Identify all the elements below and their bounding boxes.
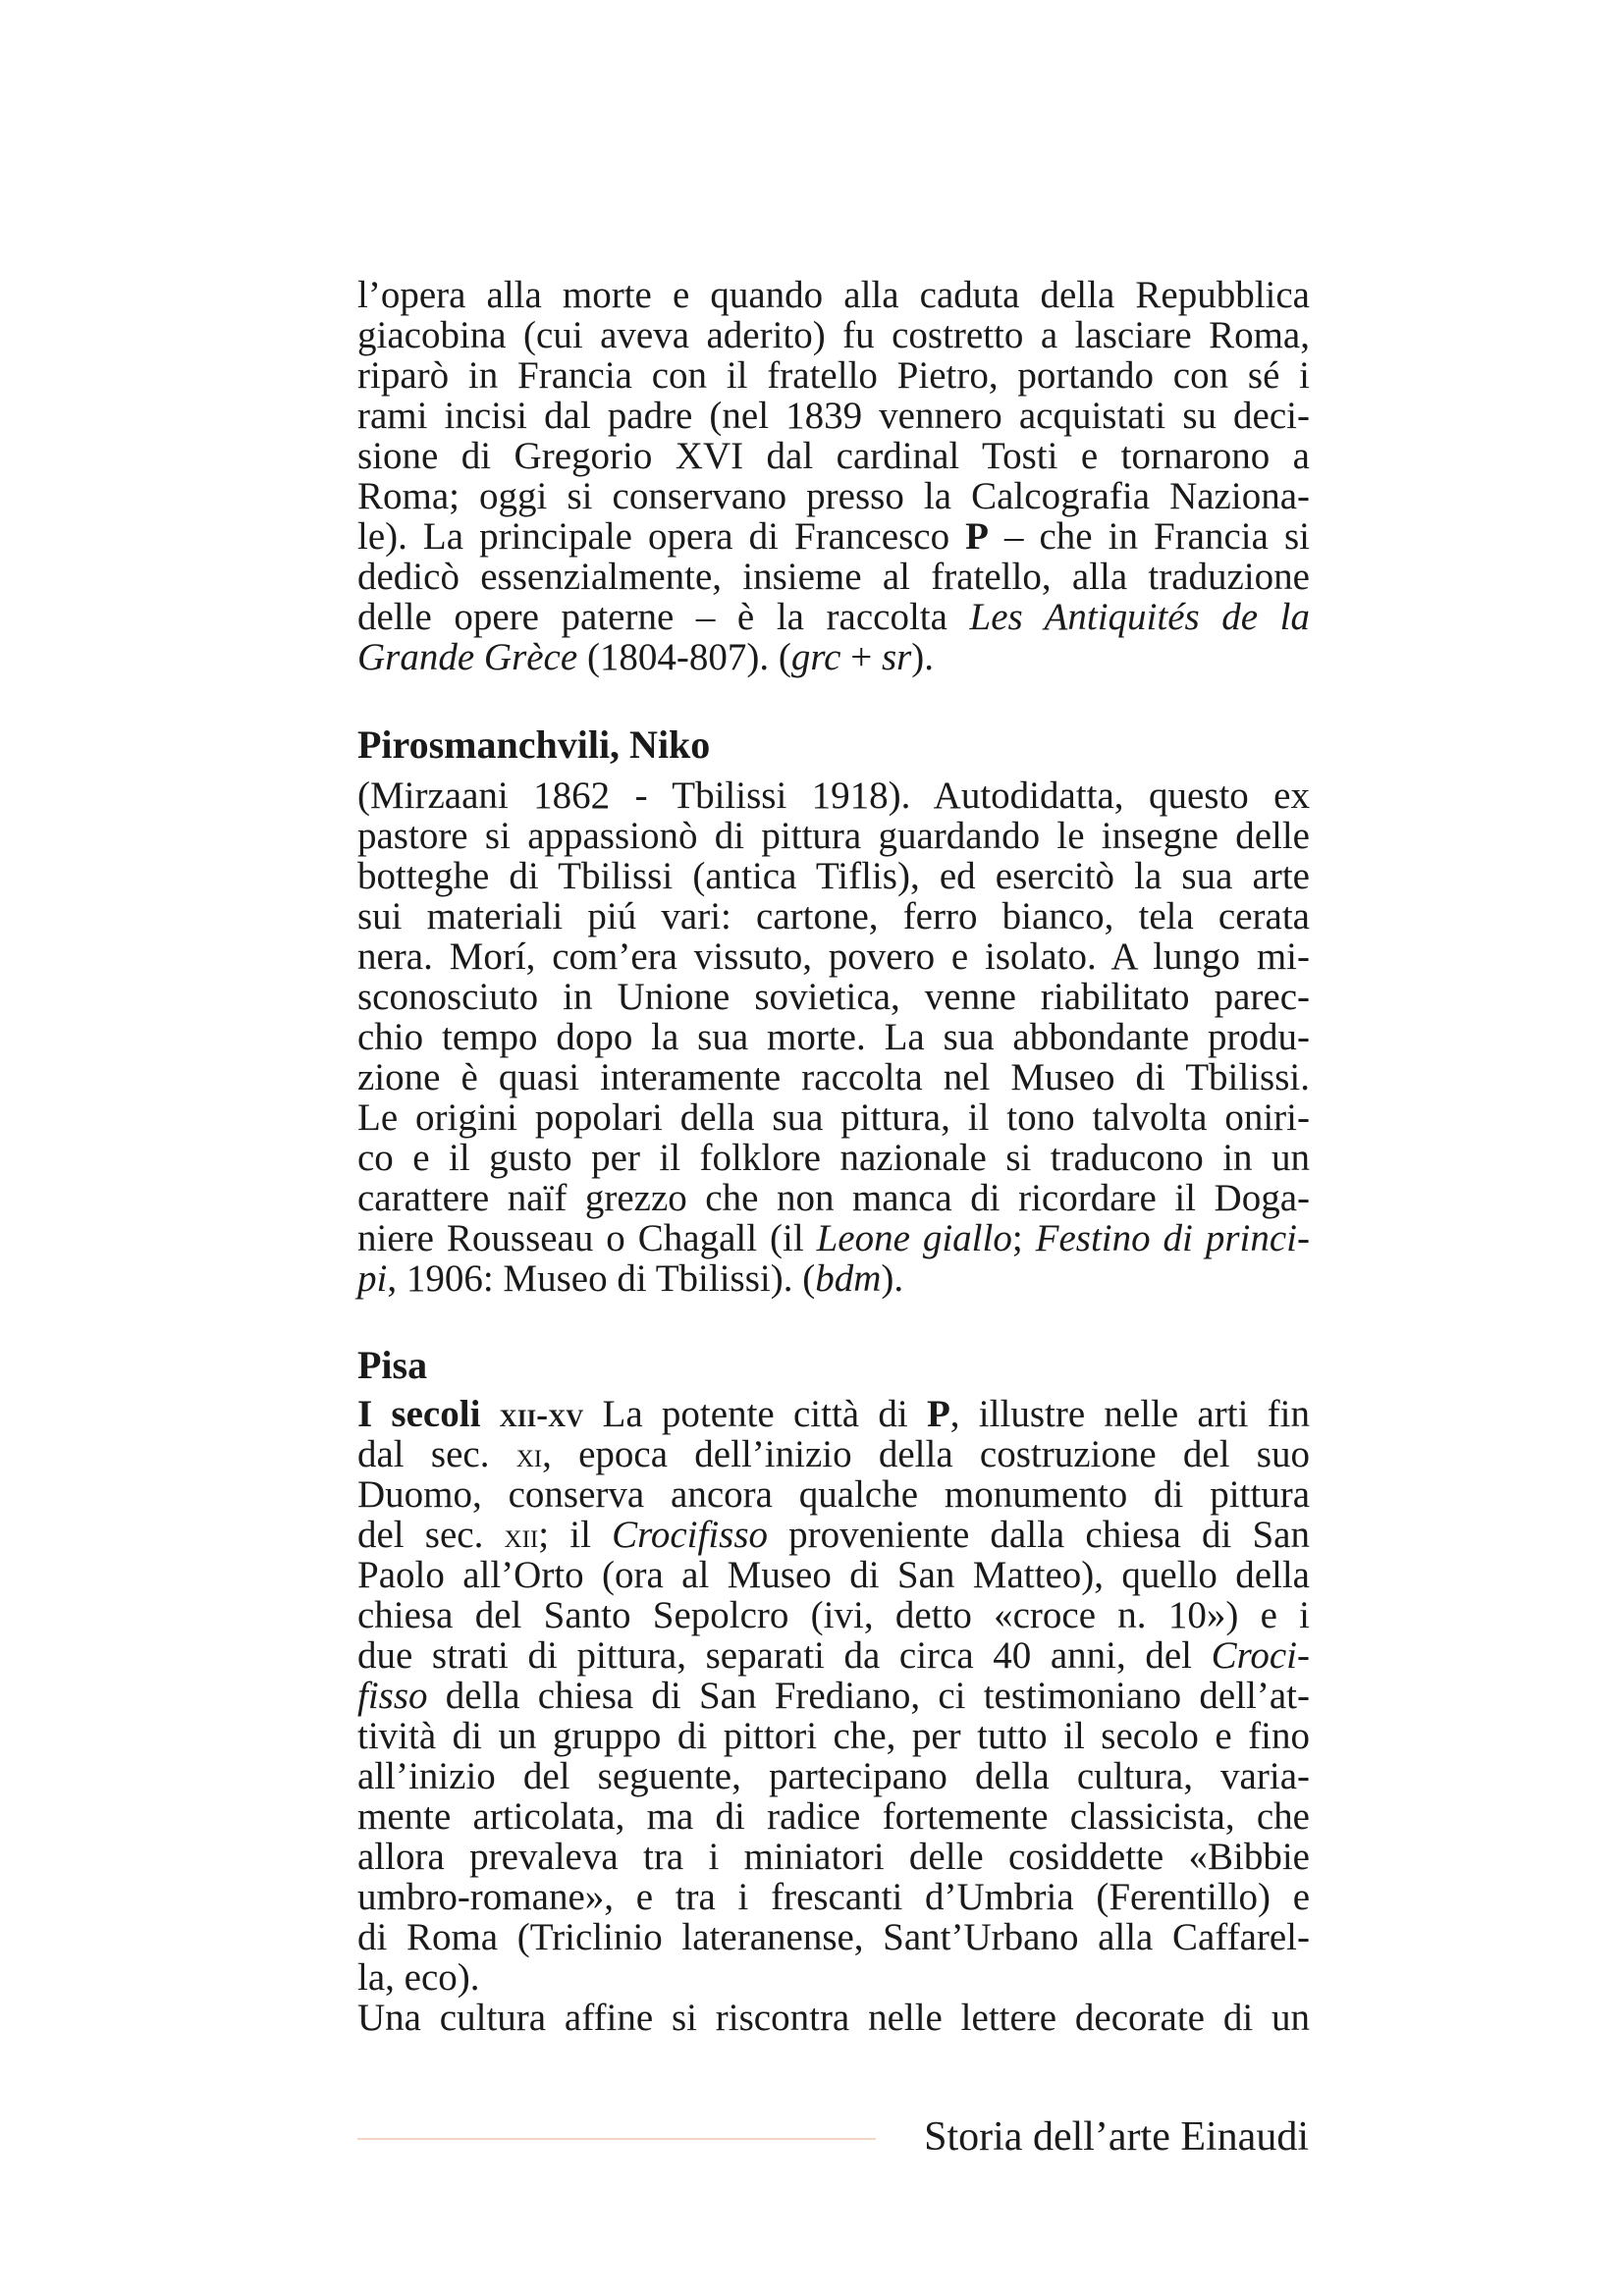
text-line: delle opere paterne – è la raccolta Les Antiquités de la [357, 596, 1310, 638]
text-line: riparò in Francia con il fratello Pietro, portando con sé i [357, 354, 1310, 397]
text-line: Paolo all’Orto (ora al Museo di San Matteo), quello della [357, 1554, 1310, 1596]
text-line: del sec. xii; il Crocifisso proveniente dalla chiesa di San [357, 1514, 1310, 1556]
text-line: allora prevaleva tra i miniatori delle cosiddette «Bibbie [357, 1836, 1310, 1878]
footer-rule [357, 2138, 876, 2140]
text-line: niere Rousseau o Chagall (il Leone giallo; Festino di princi- [357, 1217, 1310, 1259]
text-line: chio tempo dopo la sua morte. La sua abbondante produ- [357, 1016, 1310, 1058]
text-line: giacobina (cui aveva aderito) fu costretto a lasciare Roma, [357, 314, 1310, 356]
text-line: all’inizio del seguente, partecipano della cultura, varia- [357, 1755, 1310, 1797]
text-line: di Roma (Triclinio lateranense, Sant’Urbano alla Caffarel- [357, 1916, 1310, 1958]
text-line: carattere naïf grezzo che non manca di ricordare il Doga- [357, 1177, 1310, 1219]
text-line: nera. Morí, com’era vissuto, povero e isolato. A lungo mi- [357, 935, 1310, 978]
text-line: Grande Grèce (1804-807). (grc + sr). [357, 636, 935, 678]
text-line: zione è quasi interamente raccolta nel Museo di Tbilissi. [357, 1056, 1310, 1098]
text-line: sione di Gregorio XVI dal cardinal Tosti e tornarono a [357, 435, 1310, 477]
text-line: la, eco). [357, 1956, 480, 1999]
text-line: dal sec. xi, epoca dell’inizio della costruzione del suo [357, 1433, 1310, 1475]
text-line: sconosciuto in Unione sovietica, venne riabilitato parec- [357, 976, 1310, 1018]
text-line: due strati di pittura, separati da circa 40 anni, del Croci- [357, 1634, 1310, 1677]
text-line: Roma; oggi si conservano presso la Calcografia Naziona- [357, 475, 1310, 517]
text-line: chiesa del Santo Sepolcro (ivi, detto «croce n. 10») e i [357, 1594, 1310, 1636]
text-line: (Mirzaani 1862 - Tbilissi 1918). Autodidatta, questo ex [357, 774, 1310, 817]
text-line: pastore si appassionò di pittura guardando le insegne delle [357, 815, 1310, 857]
text-line: sui materiali piú vari: cartone, ferro bianco, tela cerata [357, 895, 1310, 937]
text-line: I secoli xii-xv La potente città di P, illustre nelle arti fin [357, 1393, 1310, 1435]
text-line: pi, 1906: Museo di Tbilissi). (bdm). [357, 1257, 904, 1300]
text-line: umbro-romane», e tra i frescanti d’Umbria (Ferentillo) e [357, 1876, 1310, 1918]
text-line: co e il gusto per il folklore nazionale si traducono in un [357, 1137, 1310, 1179]
text-line: rami incisi dal padre (nel 1839 vennero acquistati su deci- [357, 395, 1310, 437]
text-line: Le origini popolari della sua pittura, il tono talvolta oniri- [357, 1096, 1310, 1139]
text-line: fisso della chiesa di San Frediano, ci testimoniano dell’at- [357, 1675, 1310, 1717]
text-line: tività di un gruppo di pittori che, per tutto il secolo e fino [357, 1715, 1310, 1757]
entry-heading-pirosmanchvili: Pirosmanchvili, Niko [357, 722, 711, 767]
footer-title: Storia dell’arte Einaudi [924, 2114, 1309, 2160]
text-line: dedicò essenzialmente, insieme al fratello, alla traduzione [357, 556, 1310, 598]
text-line: botteghe di Tbilissi (antica Tiflis), ed esercitò la sua arte [357, 855, 1310, 897]
text-line: le). La principale opera di Francesco P – che in Francia si [357, 515, 1310, 558]
text-line: Una cultura affine si riscontra nelle lettere decorate di un [357, 1997, 1310, 2039]
text-line: l’opera alla morte e quando alla caduta della Repubblica [357, 274, 1310, 316]
text-line: mente articolata, ma di radice fortemente classicista, che [357, 1795, 1310, 1838]
entry-heading-pisa: Pisa [357, 1343, 428, 1387]
text-line: Duomo, conserva ancora qualche monumento di pittura [357, 1473, 1310, 1516]
